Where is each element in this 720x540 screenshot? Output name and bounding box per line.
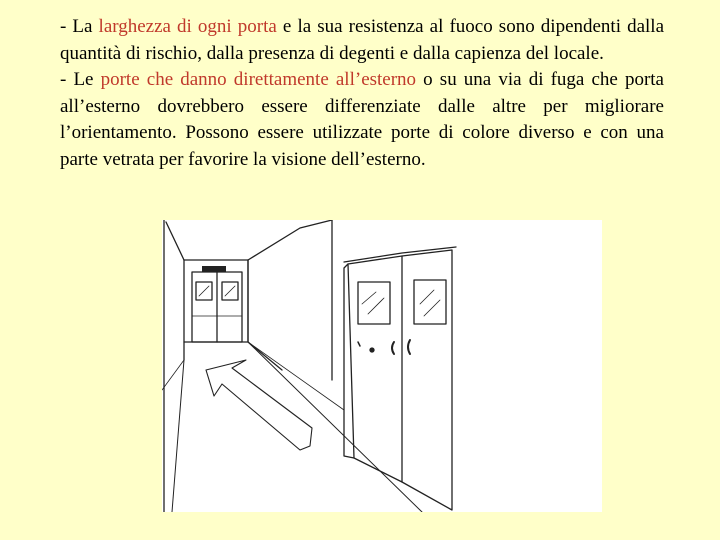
text-block [60,14,664,173]
para2-seg2: o su una via di fuga che porta all’esterno dovrebbero essere differenziate dalle altre per migliorare l’orientamento. Possono essere utilizzate porte di colore diverso e con una parte vetrata per favorire la visione dell’esterno. [60,69,664,170]
para1-seg0: - La [60,16,99,37]
para2-seg0: - Le [60,69,101,90]
corridor-illustration [162,220,602,512]
para2-highlight-exit-doors: porte che danno direttamente all’esterno [100,69,417,90]
corridor-exit-doors-illustration-icon [162,220,602,512]
para1-seg2: e la sua resistenza al fuoco sono dipendenti dalla quantità di rischio, dalla presenza di degenti e dalla capienza del locale. [60,16,664,64]
paragraph-door-width [60,14,664,67]
para1-highlight-door-width: larghezza di ogni porta [98,16,277,37]
paragraph-exit-doors [60,67,664,173]
